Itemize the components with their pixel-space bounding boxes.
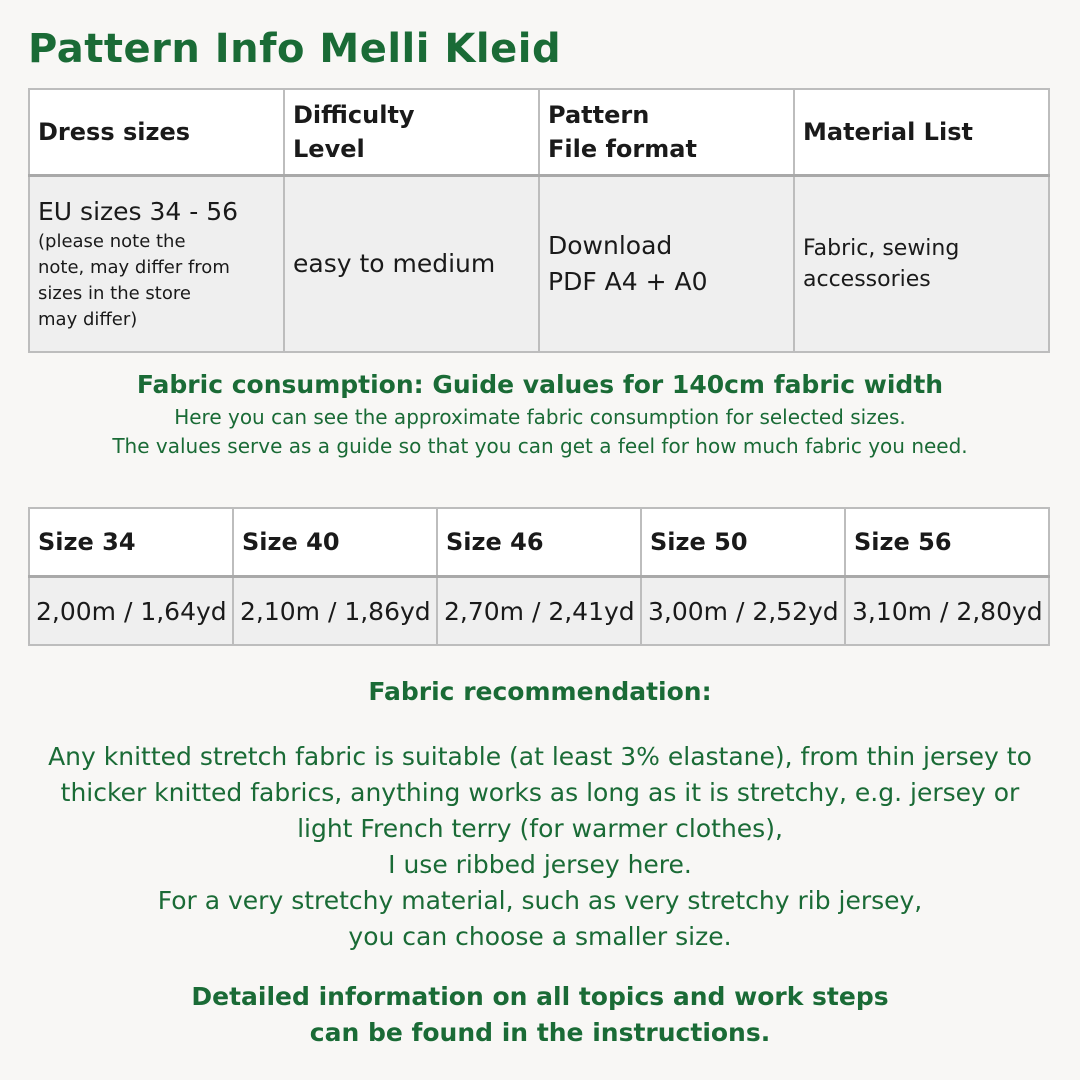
- consumption-line-2: The values serve as a guide so that you can get a feel for how much fabric you need.: [112, 434, 968, 458]
- fabric-consumption-table: [28, 507, 1050, 646]
- consumption-line-1: Here you can see the approximate fabric consumption for selected sizes.: [174, 405, 906, 429]
- recommendation-title: Fabric recommendation:: [368, 677, 712, 706]
- size-header-row: [29, 508, 1049, 577]
- header-material-list: Material List: [794, 89, 1049, 176]
- footer-line-1: Detailed information on all topics and work steps: [191, 982, 889, 1011]
- recommendation-line: light French terry (for warmer clothes),: [297, 814, 783, 843]
- size-value-row: [29, 577, 1049, 646]
- recommendation-line: Any knitted stretch fabric is suitable (at least 3% elastane), from thin jersey to: [48, 742, 1032, 771]
- format-line-1: Download: [548, 231, 673, 260]
- recommendation-line: you can choose a smaller size.: [348, 922, 732, 951]
- size-header: Size 40: [233, 508, 437, 577]
- size-header: Size 34: [29, 508, 233, 577]
- sizes-note: (please note the note, may differ from sizes in the store may differ): [38, 231, 230, 330]
- size-value: 3,10m / 2,80yd: [845, 577, 1049, 646]
- header-dress-sizes: Dress sizes: [29, 89, 284, 176]
- cell-material-list: Fabric, sewing accessories: [794, 176, 1049, 353]
- recommendation-line: I use ribbed jersey here.: [388, 850, 692, 879]
- recommendation-line: thicker knitted fabrics, anything works as long as it is stretchy, e.g. jersey or: [60, 778, 1020, 807]
- sizes-range: EU sizes 34 - 56: [38, 197, 239, 226]
- consumption-title: Fabric consumption: Guide values for 140cm fabric width: [136, 370, 944, 399]
- cell-difficulty: easy to medium: [284, 176, 539, 353]
- header-file-format: Pattern File format: [539, 89, 794, 176]
- cell-file-format: [539, 176, 794, 353]
- size-value: 2,70m / 2,41yd: [437, 577, 641, 646]
- size-value: 2,00m / 1,64yd: [29, 577, 233, 646]
- size-header: Size 56: [845, 508, 1049, 577]
- size-header: Size 50: [641, 508, 845, 577]
- size-header: Size 46: [437, 508, 641, 577]
- format-line-2: PDF A4 + A0: [548, 267, 708, 296]
- size-value: 2,10m / 1,86yd: [233, 577, 437, 646]
- size-value: 3,00m / 2,52yd: [641, 577, 845, 646]
- pattern-info-table: [28, 88, 1050, 353]
- header-difficulty: Difficulty Level: [284, 89, 539, 176]
- footer-line-2: can be found in the instructions.: [309, 1018, 771, 1047]
- cell-dress-sizes: [29, 176, 284, 353]
- info-header-row: [29, 89, 1049, 176]
- info-data-row: [29, 176, 1049, 353]
- page-title: Pattern Info Melli Kleid: [28, 26, 562, 72]
- recommendation-line: For a very stretchy material, such as very stretchy rib jersey,: [157, 886, 923, 915]
